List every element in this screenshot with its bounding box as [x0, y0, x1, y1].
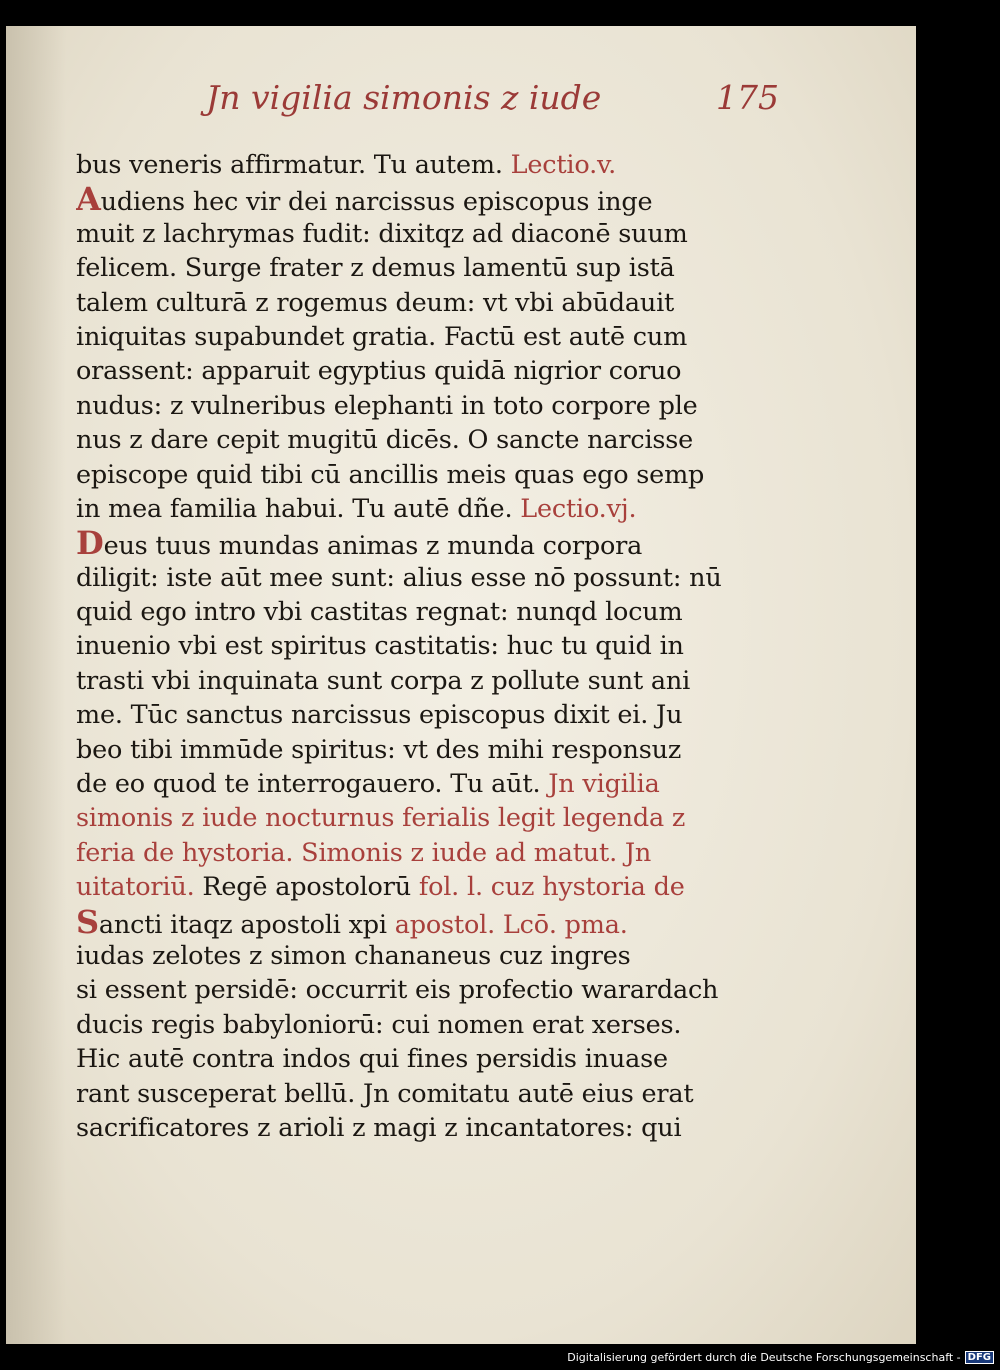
line-text: felicem. Surge frater z demus lamentū sup istā — [76, 253, 675, 284]
line-text: quid ego intro vbi castitas regnat: nunqd locum — [76, 597, 683, 628]
text-line — [76, 595, 802, 629]
text-line — [76, 1111, 802, 1145]
text-line — [76, 217, 802, 251]
text-line — [76, 251, 802, 285]
rubric-text: Lectio.v. — [510, 150, 617, 180]
line-text: in mea familia habui. Tu autē dñe. — [76, 493, 521, 524]
rubric-text: apostol. Lcō. pma. — [394, 909, 628, 939]
line-text: Hic autē contra indos qui fines persidis inuase — [76, 1044, 668, 1075]
text-line — [76, 182, 802, 216]
body-text — [76, 148, 802, 1145]
text-line — [76, 458, 802, 492]
text-line — [76, 389, 802, 423]
line-text: de eo quod te interrogauero. Tu aūt. — [76, 769, 549, 800]
line-text: iudas zelotes z simon chananeus cuz ingres — [76, 940, 631, 971]
rubric-text: Lectio.vj. — [520, 493, 637, 524]
text-line — [76, 561, 802, 595]
line-text: me. Tūc sanctus narcissus episcopus dixit ei. Ju — [76, 700, 683, 731]
dfg-logo: DFG — [965, 1351, 994, 1364]
running-title: Jn vigilia simonis z iude — [206, 78, 602, 117]
text-line — [76, 286, 802, 320]
line-text: rant susceperat bellū. Jn comitatu autē eius erat — [76, 1078, 694, 1109]
book-page — [6, 26, 916, 1344]
line-text: episcope quid tibi cū ancillis meis quas ego semp — [76, 459, 705, 490]
text-line — [76, 526, 802, 560]
line-text: talem culturā z rogemus deum: vt vbi abūdauit — [76, 287, 675, 318]
page-gutter-shadow — [6, 26, 66, 1344]
text-line — [76, 354, 802, 388]
line-text: bus veneris affirmatur. Tu autem. — [76, 150, 511, 180]
text-line — [76, 492, 802, 526]
line-text: beo tibi immūde spiritus: vt des mihi responsuz — [76, 734, 682, 765]
text-line — [76, 423, 802, 457]
text-line — [76, 973, 802, 1007]
text-line — [76, 664, 802, 698]
line-text: ducis regis babyloniorū: cui nomen erat xerses. — [76, 1009, 682, 1040]
line-text: Regē apostolorū — [202, 872, 419, 903]
line-text: ancti itaqz apostoli xpi — [98, 909, 395, 939]
footer-credit — [567, 1351, 994, 1364]
rubric-text: Jn vigilia — [548, 769, 660, 800]
rubric-text: fol. l. cuz hystoria de — [418, 872, 685, 903]
line-text: nudus: z vulneribus elephanti in toto corpore ple — [76, 390, 698, 421]
text-line — [76, 148, 802, 182]
initial-capital: A — [76, 182, 101, 217]
line-text: si essent persidē: occurrit eis profectio warardach — [76, 975, 719, 1006]
text-line — [76, 1042, 802, 1076]
line-text: iniquitas supabundet gratia. Factū est autē cum — [76, 321, 688, 352]
rubric-text: feria de hystoria. Simonis z iude ad matut. Jn — [76, 837, 652, 868]
text-line — [76, 629, 802, 663]
text-line — [76, 698, 802, 732]
text-line — [76, 939, 802, 973]
initial-capital: S — [76, 904, 99, 939]
folio-number: 175 — [716, 78, 779, 117]
line-text: sacrificatores z arioli z magi z incantatores: qui — [76, 1112, 682, 1143]
line-text: orassent: apparuit egyptius quidā nigrior coruo — [76, 356, 682, 387]
page-header — [206, 78, 806, 134]
line-text: nus z dare cepit mugitū dicēs. O sancte narcisse — [76, 425, 694, 456]
line-text: muit z lachrymas fudit: dixitqz ad diaconē suum — [76, 218, 688, 249]
text-line — [76, 733, 802, 767]
rubric-text: simonis z iude nocturnus ferialis legit legenda z — [76, 803, 686, 834]
funding-credit: Digitalisierung gefördert durch die Deutsche Forschungsgemeinschaft - — [567, 1351, 961, 1364]
line-text: diligit: iste aūt mee sunt: alius esse nō possunt: nū — [76, 562, 722, 593]
initial-capital: D — [76, 526, 104, 561]
line-text: trasti vbi inquinata sunt corpa z pollute sunt ani — [76, 665, 691, 696]
text-line — [76, 836, 802, 870]
line-text: udiens hec vir dei narcissus episcopus inge — [100, 187, 653, 217]
text-line — [76, 1008, 802, 1042]
text-line — [76, 320, 802, 354]
line-text: eus tuus mundas animas z munda corpora — [103, 531, 643, 561]
line-text: inuenio vbi est spiritus castitatis: huc tu quid in — [76, 631, 684, 662]
text-line — [76, 801, 802, 835]
text-line — [76, 1077, 802, 1111]
rubric-text: uitatoriū. — [76, 872, 203, 903]
text-line — [76, 870, 802, 904]
text-line — [76, 905, 802, 939]
text-line — [76, 767, 802, 801]
